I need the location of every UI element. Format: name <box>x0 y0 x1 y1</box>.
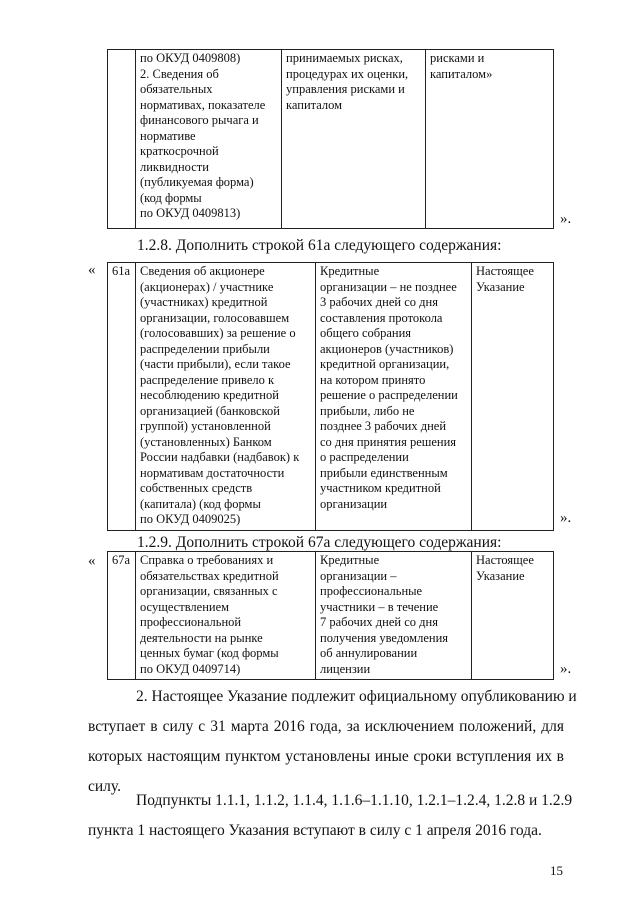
table-cell-description: по ОКУД 0409808) 2. Сведения об обязательных нормативах, показателе финансового рычага и нормативе краткосрочной ликвидности (публикуемая форма) (код формы по ОКУД 0409813) <box>136 50 282 229</box>
table-cell-number: 61а <box>108 263 136 531</box>
paragraph-3 <box>88 786 573 846</box>
closing-quote-2: ». <box>560 510 572 526</box>
table-cell-submitters: Кредитные организации – профессиональные участники – в течение 7 рабочих дней со дня получения уведомления об аннулировании лицензии <box>316 552 472 680</box>
table-row <box>108 50 554 229</box>
table-row <box>108 552 554 680</box>
opening-quote-2: « <box>88 262 96 278</box>
table-continuation <box>107 49 554 229</box>
paragraph-2-line-4: силу. <box>88 778 121 795</box>
opening-quote-3: « <box>88 553 96 569</box>
heading-1-2-9: 1.2.9. Дополнить строкой 67а следующего содержания: <box>137 534 502 551</box>
table-cell-description: Сведения об акционере (акционерах) / участнике (участниках) кредитной организации, голосовавшем (голосовавших) за решение о распределении прибыли (части прибыли), если такое распределение привело к несоблюдению кредитной организацией (банковской группой) установленной (установленных) Банком России надбавки (надбавок) к нормативам достаточности собственных средств (капитала) (код формы по ОКУД 0409025) <box>136 263 316 531</box>
table-cell-submitters: Кредитные организации – не позднее 3 рабочих дней со дня составления протокола общего собрания акционеров (участников) кредитной организации, на котором принято решение о распределении прибыли, либо не позднее 3 рабочих дней со дня принятия решения о распределении прибыли единственным участником кредитной организации <box>316 263 472 531</box>
table-row-67a <box>107 551 554 680</box>
paragraph-2 <box>88 682 577 802</box>
table-cell-basis: Настоящее Указание <box>472 263 554 531</box>
table-cell-submitters: принимаемых рисках, процедурах их оценки, управления рисками и капиталом <box>282 50 426 229</box>
closing-quote-1: ». <box>560 211 572 227</box>
table-cell-number: 67а <box>108 552 136 680</box>
paragraph-3-line-1: Подпункты 1.1.1, 1.1.2, 1.1.4, 1.1.6–1.1.10, 1.2.1–1.2.4, 1.2.8 и 1.2.9 <box>136 792 573 809</box>
table-cell-basis: рисками и капиталом» <box>426 50 554 229</box>
table-cell-description: Справка о требованиях и обязательствах кредитной организации, связанных с осуществлением профессиональной деятельности на рынке ценных бумаг (код формы по ОКУД 0409714) <box>136 552 316 680</box>
table-row <box>108 263 554 531</box>
table-row-61a <box>107 262 554 531</box>
paragraph-3-line-2: пункта 1 настоящего Указания вступают в силу с 1 апреля 2016 года. <box>88 822 542 839</box>
heading-1-2-8: 1.2.8. Дополнить строкой 61а следующего содержания: <box>137 237 502 254</box>
paragraph-2-line-2: вступает в силу с 31 марта 2016 года, за исключением положений, для <box>88 718 564 735</box>
table-cell-number <box>108 50 136 229</box>
table-cell-basis: Настоящее Указание <box>472 552 554 680</box>
page-number: 15 <box>550 863 563 878</box>
closing-quote-3: ». <box>560 661 572 677</box>
paragraph-2-line-1: 2. Настоящее Указание подлежит официальному опубликованию и <box>136 688 577 705</box>
paragraph-2-line-3: которых настоящим пунктом установлены иные сроки вступления их в <box>88 748 564 765</box>
